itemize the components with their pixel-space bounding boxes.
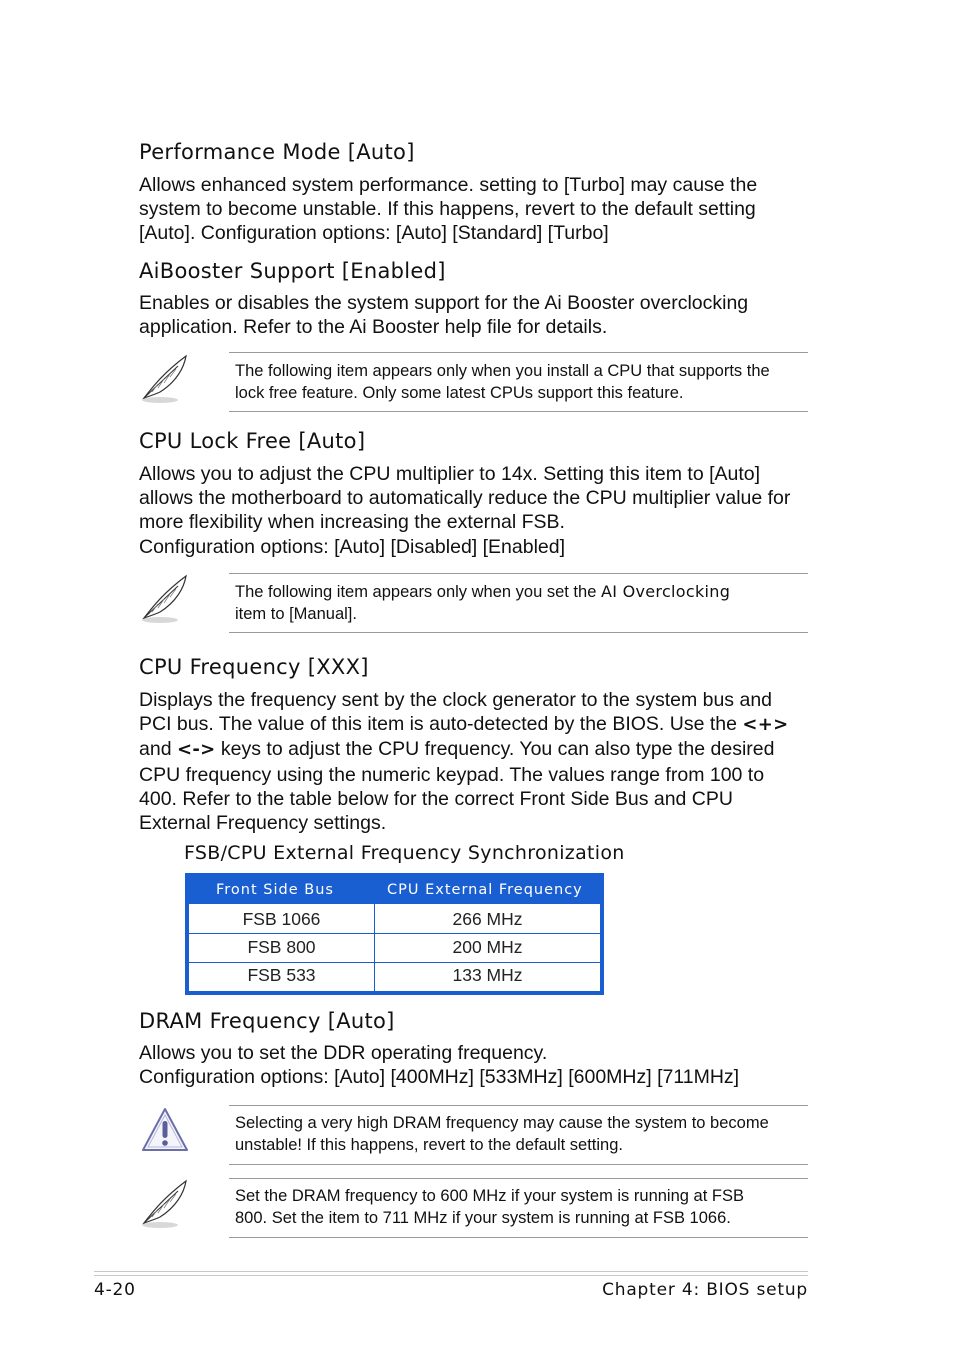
key-plus: <+> (742, 714, 789, 736)
text-line: Allows enhanced system performance. setting to [Turbo] may cause the (139, 174, 758, 196)
table-cell: FSB 800 (247, 937, 316, 957)
text-line: Selecting a very high DRAM frequency may cause the system to become (235, 1114, 769, 1132)
note-bottom-rule (229, 411, 808, 412)
text-line: unstable! If this happens, revert to the default setting. (235, 1135, 623, 1154)
table-header (185, 873, 604, 904)
text-line: allows the motherboard to automatically reduce the CPU multiplier value for (139, 487, 791, 510)
note-bottom-rule (229, 1237, 808, 1238)
text-line (139, 737, 789, 762)
text-line: Set the DRAM frequency to 600 MHz if your system is running at FSB (235, 1187, 744, 1205)
key-minus: <-> (176, 739, 216, 761)
text-line: [Auto]. Configuration options: [Auto] [Standard] [Turbo] (139, 222, 609, 245)
bios-item-term: AI Overclocking (600, 582, 731, 601)
cpu-lock-free-description (139, 462, 790, 559)
section-heading-cpu-frequency: CPU Frequency [XXX] (139, 655, 369, 679)
text-line: Enables or disables the system support for the Ai Booster overclocking (139, 292, 749, 314)
table-body (189, 904, 600, 991)
page-number: 4-20 (94, 1280, 136, 1300)
dram-frequency-description (139, 1041, 739, 1089)
section-heading-performance-mode: Performance Mode [Auto] (139, 140, 415, 164)
section-heading-dram-frequency: DRAM Frequency [Auto] (139, 1009, 395, 1033)
text-fragment: The following item appears only when you set the (235, 583, 601, 601)
text-line: application. Refer to the Ai Booster help file for details. (139, 316, 608, 339)
note-top-rule (229, 1178, 808, 1179)
note-top-rule (229, 573, 808, 574)
aibooster-description (139, 291, 748, 339)
warning-bottom-rule (229, 1164, 808, 1165)
note-bottom-rule (229, 632, 808, 633)
cpu-frequency-description (139, 688, 789, 835)
warning-triangle-icon (140, 1106, 190, 1154)
section-heading-cpu-lock-free: CPU Lock Free [Auto] (139, 429, 366, 453)
table-title: FSB/CPU External Frequency Synchronization (184, 842, 625, 864)
footer-rule (94, 1271, 808, 1276)
table-cell: 266 MHz (452, 909, 523, 929)
text-fragment: PCI bus. The value of this item is auto-detected by the BIOS. Use the (139, 713, 743, 736)
note-ai-overclocking (235, 581, 730, 625)
text-line: Configuration options: [Auto] [Disabled] [Enabled] (139, 535, 566, 558)
warning-top-rule (229, 1105, 808, 1106)
text-line: CPU frequency using the numeric keypad. The values range from 100 to (139, 763, 765, 786)
table-cell: 133 MHz (452, 965, 523, 985)
chapter-title: Chapter 4: BIOS setup (602, 1280, 808, 1300)
warning-dram-frequency (235, 1113, 769, 1156)
text-line: item to [Manual]. (235, 604, 357, 623)
text-line: Configuration options: [Auto] [400MHz] [533MHz] [600MHz] [711MHz] (139, 1066, 740, 1089)
text-line: system to become unstable. If this happens, revert to the default setting (139, 198, 756, 221)
note-dram-fsb (235, 1186, 744, 1229)
text-line: The following item appears only when you install a CPU that supports the (235, 362, 770, 380)
text-line: more flexibility when increasing the external FSB. (139, 511, 565, 534)
text-line: Allows you to set the DDR operating frequency. (139, 1042, 548, 1064)
text-line (139, 712, 789, 737)
text-line: Displays the frequency sent by the clock generator to the system bus and (139, 689, 773, 711)
feather-pen-icon (138, 572, 192, 626)
text-line: lock free feature. Only some latest CPUs support this feature. (235, 383, 684, 402)
table-cell: 200 MHz (452, 937, 523, 957)
note-top-rule (229, 352, 808, 353)
text-fragment: and (139, 738, 177, 761)
column-header: Front Side Bus (216, 882, 334, 898)
note-lock-free (235, 361, 770, 404)
column-header: CPU External Frequency (387, 882, 583, 898)
text-line: Allows you to adjust the CPU multiplier to 14x. Setting this item to [Auto] (139, 463, 761, 485)
text-line: External Frequency settings. (139, 812, 387, 835)
text-fragment: keys to adjust the CPU frequency. You can also type the desired (215, 738, 775, 761)
text-line (235, 581, 730, 604)
section-heading-aibooster-support: AiBooster Support [Enabled] (139, 259, 446, 283)
performance-mode-description (139, 173, 757, 246)
column-divider (374, 904, 375, 991)
feather-pen-icon (138, 352, 192, 406)
table-cell: FSB 1066 (242, 909, 321, 929)
text-line: 400. Refer to the table below for the correct Front Side Bus and CPU (139, 787, 733, 810)
text-line: 800. Set the item to 711 MHz if your system is running at FSB 1066. (235, 1208, 731, 1227)
fsb-frequency-table (185, 873, 604, 995)
table-cell: FSB 533 (247, 965, 316, 985)
feather-pen-icon (138, 1177, 192, 1231)
